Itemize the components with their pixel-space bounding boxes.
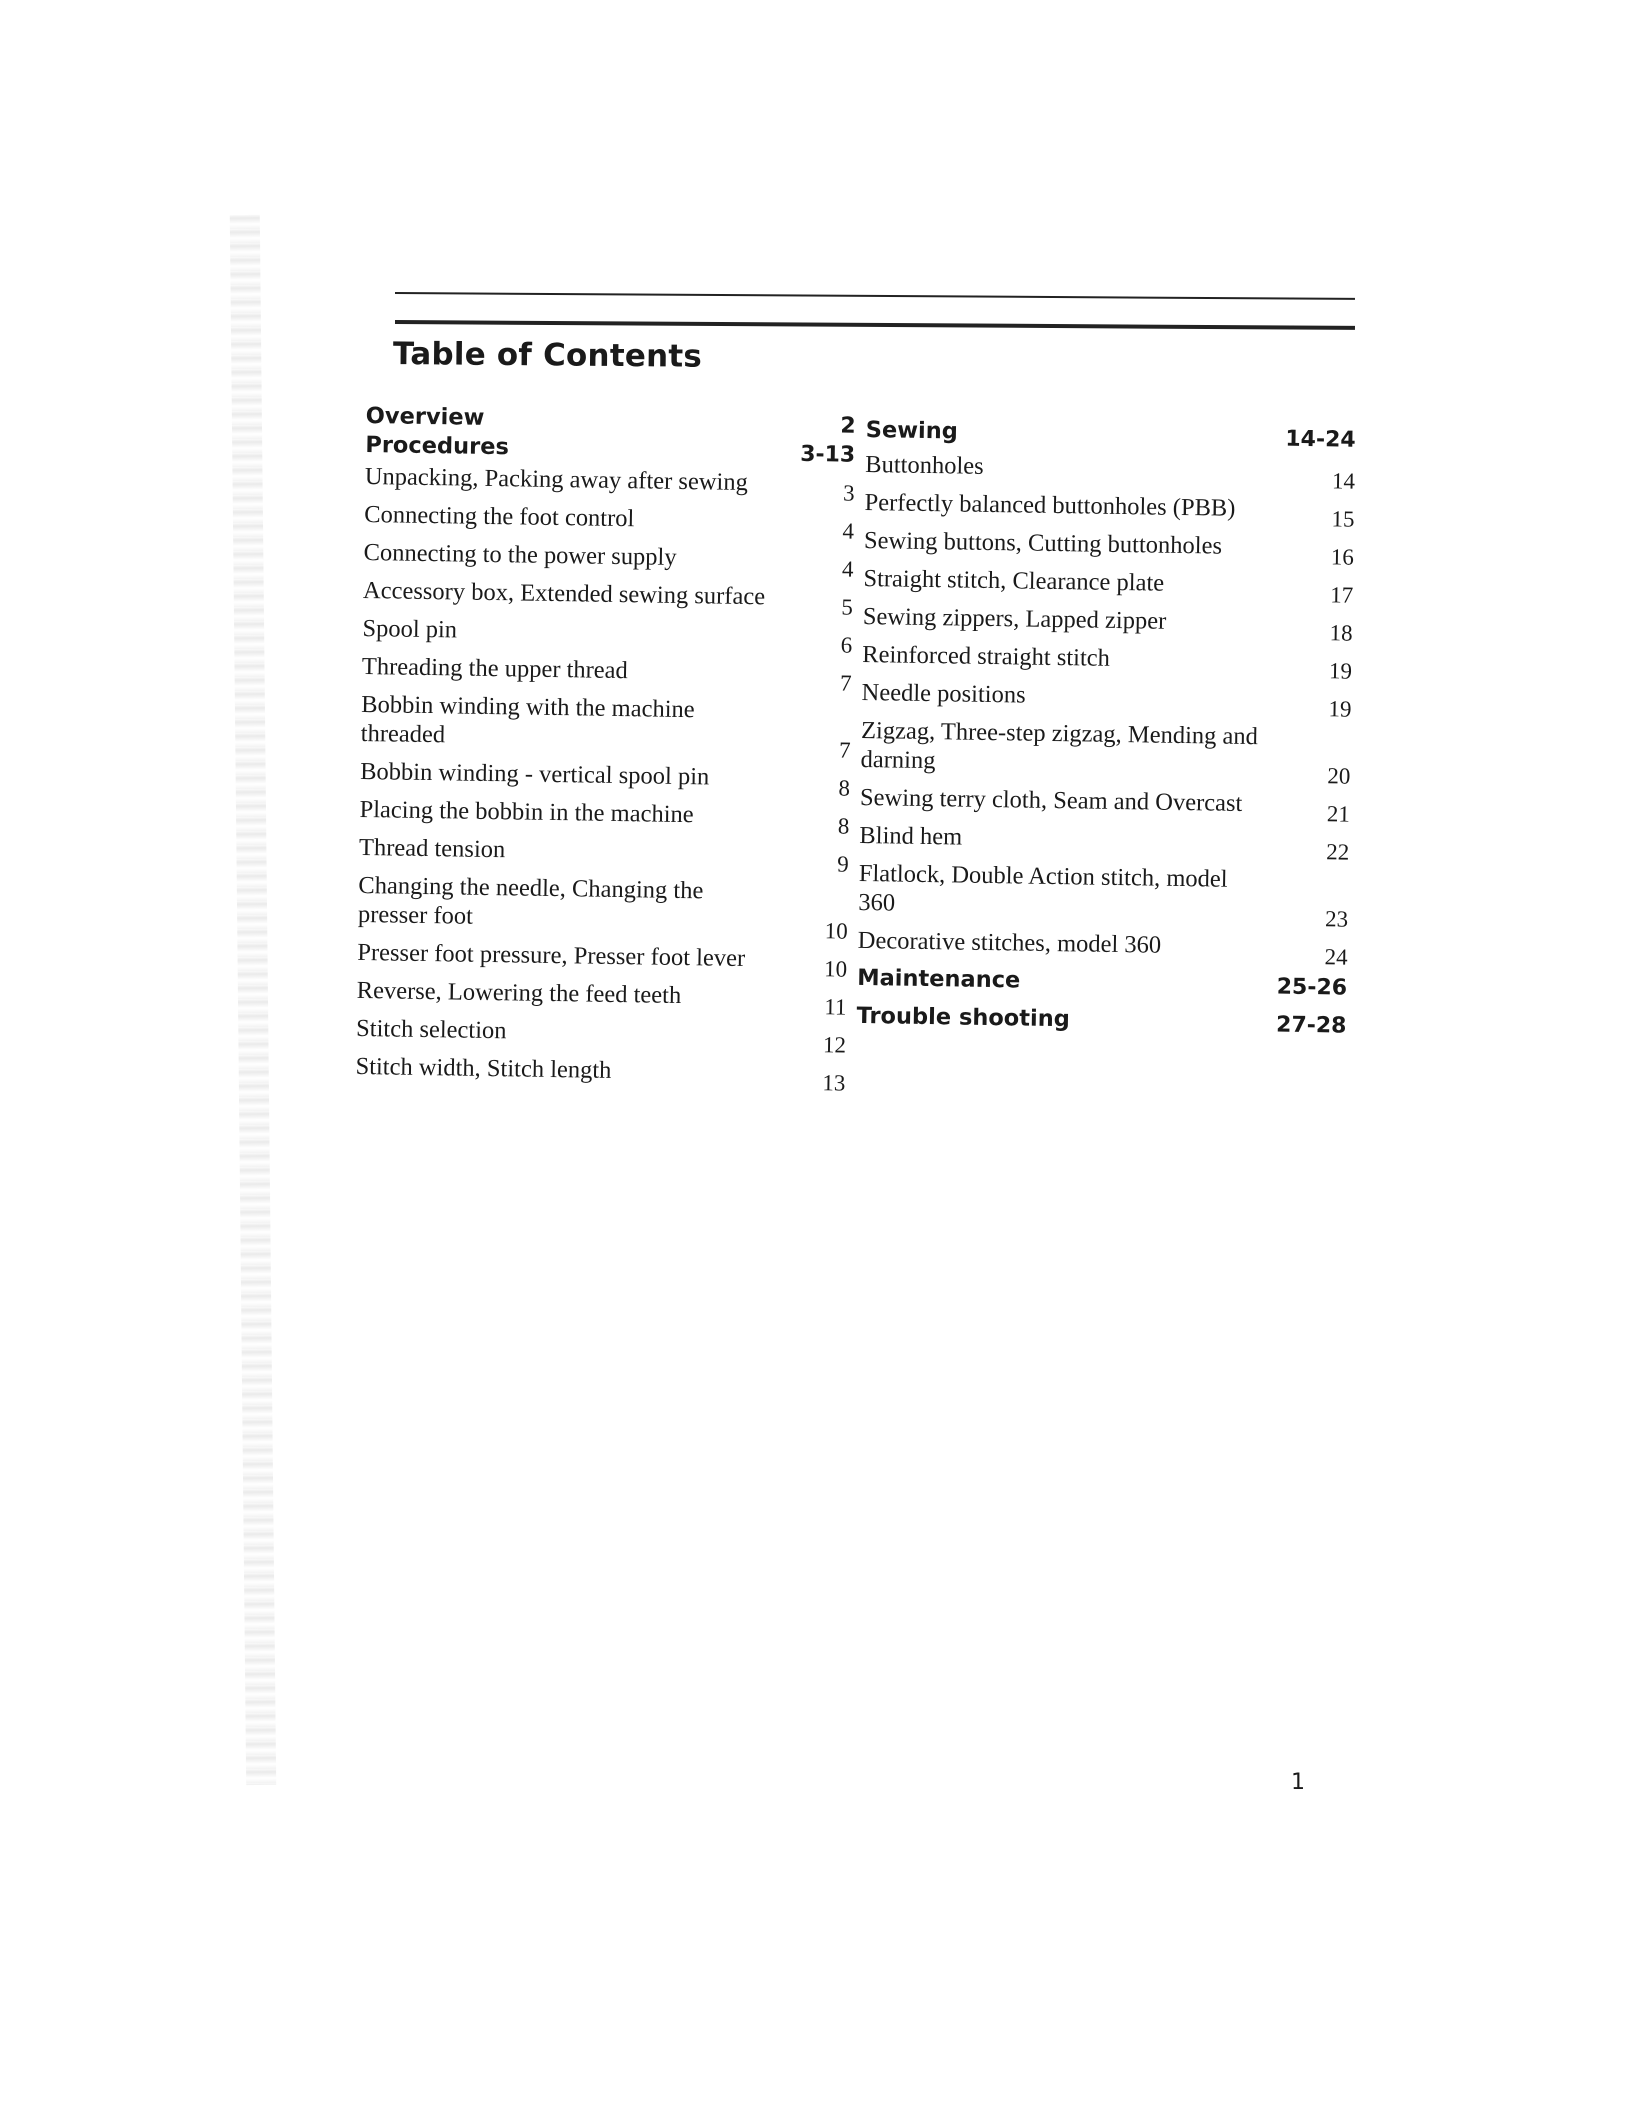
top-rule-thick — [395, 320, 1355, 330]
toc-entry-label: Sewing terry cloth, Seam and Overcast — [859, 783, 1243, 817]
toc-section-entry — [856, 1002, 1346, 1039]
toc-entry-page: 21 — [1326, 801, 1351, 827]
toc-entry-label: Needle positions — [861, 678, 1026, 709]
toc-entry-label: Reinforced straight stitch — [862, 640, 1111, 672]
toc-entry-label: Threading the upper thread — [361, 652, 629, 685]
toc-entry — [361, 652, 852, 696]
toc-entry-label: Overview — [365, 402, 485, 431]
toc-entry — [359, 757, 851, 801]
toc-entry-page: 27-28 — [1275, 1012, 1347, 1039]
toc-entry-label: Buttonholes — [865, 450, 984, 480]
toc-entry-page: 12 — [822, 1032, 847, 1058]
toc-entry-label: Placing the bobbin in the machine — [359, 795, 694, 829]
toc-entry-label: Spool pin — [362, 614, 458, 644]
toc-entry — [363, 538, 854, 582]
toc-entry — [862, 640, 1353, 684]
toc-entry — [364, 500, 855, 544]
toc-entry-page: 25-26 — [1276, 974, 1348, 1001]
toc-entry-label: Straight stitch, Clearance plate — [863, 564, 1165, 597]
toc-entry — [861, 678, 1352, 722]
toc-entry-page: 6 — [840, 632, 853, 658]
toc-entry-page: 8 — [837, 813, 850, 839]
toc-entry-page: 23 — [1324, 906, 1349, 932]
toc-entry-page: 9 — [837, 851, 849, 877]
page-folio: 1 — [1291, 1770, 1305, 1795]
toc-entry-page: 15 — [1331, 506, 1355, 532]
toc-entry-label: Procedures — [365, 431, 510, 461]
toc-entry-label: Trouble shooting — [856, 1002, 1071, 1033]
toc-entry — [860, 716, 1351, 789]
toc-entry-page: 10 — [823, 956, 848, 982]
toc-entry-label: Sewing buttons, Cutting buttonholes — [863, 526, 1223, 560]
toc-section-entry — [857, 964, 1347, 1001]
toc-entry-page: 4 — [842, 518, 855, 544]
toc-entry — [864, 488, 1355, 532]
toc-entry-page: 18 — [1329, 620, 1353, 646]
toc-entry-label: Thread tension — [358, 833, 506, 864]
toc-entry-label: Connecting to the power supply — [363, 538, 677, 571]
toc-entry-label: Changing the needle, Changing the presser foot — [357, 871, 704, 930]
binding-shadow — [230, 215, 276, 1785]
toc-entry-label: Flatlock, Double Action stitch, model 360 — [858, 859, 1228, 917]
toc-entry — [362, 614, 853, 658]
toc-entry-page: 14-24 — [1285, 426, 1356, 453]
toc-entry — [859, 783, 1351, 827]
toc-column-right — [856, 416, 1356, 1039]
toc-entry-page: 4 — [841, 556, 854, 582]
toc-entry — [362, 576, 854, 620]
toc-entry-page: 20 — [1327, 763, 1351, 789]
toc-entry — [356, 976, 847, 1020]
toc-entry-page: 2 — [840, 413, 856, 439]
toc-entry-page: 13 — [822, 1070, 846, 1096]
toc-entry-label: Stitch selection — [355, 1014, 507, 1045]
toc-entry-label: Stitch width, Stitch length — [355, 1052, 612, 1084]
toc-entry — [357, 938, 848, 982]
toc-entry-label: Zigzag, Three-step zigzag, Mending and darning — [860, 716, 1259, 775]
toc-entry-page: 17 — [1330, 582, 1354, 608]
toc-entry-page: 10 — [824, 918, 848, 944]
toc-section-entry — [866, 416, 1356, 453]
toc-entry-page: 11 — [824, 994, 847, 1020]
toc-entry — [857, 926, 1348, 970]
toc-entry — [355, 1014, 847, 1058]
toc-entry-page: 19 — [1328, 658, 1353, 684]
toc-entry-page: 19 — [1328, 696, 1352, 722]
toc-entry — [358, 833, 849, 877]
page-title: Table of Contents — [392, 336, 703, 375]
toc-entry — [364, 462, 855, 506]
toc-entry-page: 3 — [842, 480, 855, 506]
toc-entry-page: 14 — [1331, 468, 1356, 494]
toc-entry — [357, 871, 849, 944]
toc-entry-page: 22 — [1326, 839, 1350, 865]
toc-entry-label: Decorative stitches, model 360 — [857, 926, 1162, 959]
toc-entry-page: 5 — [841, 594, 854, 620]
toc-entry — [863, 526, 1355, 570]
toc-entry-label: Perfectly balanced buttonholes (PBB) — [864, 488, 1236, 522]
toc-entry — [862, 602, 1353, 646]
toc-column-left — [355, 402, 856, 1096]
toc-entry-page: 16 — [1330, 544, 1355, 570]
toc-entry-page: 8 — [838, 775, 851, 801]
toc-entry-label: Presser foot pressure, Presser foot lever — [357, 938, 746, 973]
toc-entry-label: Reverse, Lowering the feed teeth — [356, 976, 682, 1010]
toc-entry-page: 3-13 — [799, 441, 856, 468]
toc-entry-label: Sewing zippers, Lapped zipper — [862, 602, 1167, 635]
toc-entry-label: Bobbin winding with the machine threaded — [360, 690, 695, 749]
toc-entry — [355, 1052, 846, 1096]
toc-entry-label: Maintenance — [856, 964, 1021, 994]
toc-entry — [359, 795, 850, 839]
toc-entry — [360, 690, 852, 763]
toc-entry-label: Sewing — [865, 416, 959, 445]
toc-entry-label: Unpacking, Packing away after sewing — [364, 462, 749, 497]
toc-entry-label: Connecting the foot control — [364, 500, 635, 533]
toc-entry-label: Blind hem — [859, 821, 963, 851]
toc-entry-label: Accessory box, Extended sewing surface — [362, 576, 766, 611]
toc-entry — [859, 821, 1350, 865]
toc-entry — [863, 564, 1354, 608]
toc-entry-page: 24 — [1324, 944, 1348, 970]
toc-entry — [858, 859, 1349, 932]
toc-entry-page: 7 — [839, 670, 852, 696]
top-rule-thin — [395, 292, 1355, 300]
toc-entry-page: 7 — [838, 737, 851, 763]
toc-entry — [865, 450, 1356, 494]
toc-entry-label: Bobbin winding - vertical spool pin — [359, 757, 710, 791]
